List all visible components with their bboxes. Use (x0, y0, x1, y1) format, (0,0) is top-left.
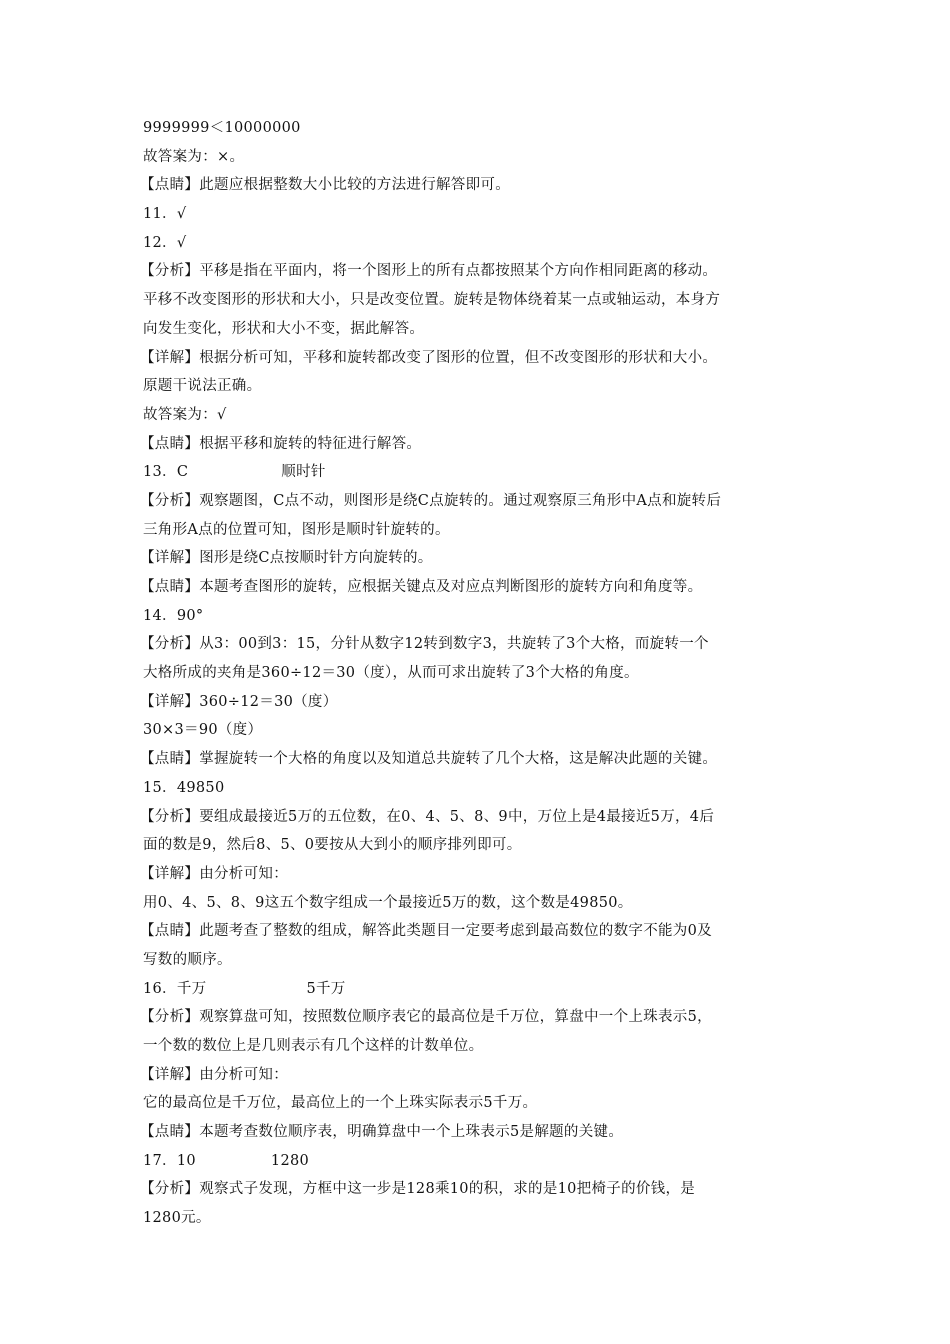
text-line (143, 889, 813, 918)
question-number: 15． (143, 779, 177, 796)
section-tag: 【分析】 (140, 1009, 200, 1026)
section-tag: 【点睛】 (140, 579, 200, 595)
analysis-line (140, 1175, 813, 1204)
text-line (143, 831, 813, 860)
answer-value: 90° (176, 607, 204, 624)
line-text: 从3：00到3：15，分针从数字12转到数字3，共旋转了3个大格，而旋转一个 (199, 636, 709, 653)
tip-line (140, 573, 813, 602)
tip-line (140, 171, 813, 200)
detail-line (140, 860, 813, 889)
section-tag: 【点睛】 (140, 1124, 200, 1141)
line-text: 要组成最接近5万的五位数，在0、4、5、8、9中，万位上是4最接近5万，4后 (199, 808, 715, 825)
section-tag: 【分析】 (140, 263, 200, 280)
question-number: 13． (143, 464, 177, 481)
line-text: 它的最高位是千万位，最高位上的一个上珠实际表示5千万。 (143, 1095, 538, 1112)
line-text: 由分析可知： (199, 1066, 289, 1083)
section-tag: 【分析】 (140, 492, 200, 509)
section-tag: 【点睛】 (140, 923, 200, 940)
analysis-line (140, 1003, 813, 1032)
detail-line (140, 1061, 813, 1090)
section-tag: 【详解】 (140, 1066, 200, 1083)
detail-line (140, 544, 813, 573)
line-text: 360÷12＝30（度） (199, 693, 338, 710)
answer-value: C (176, 464, 189, 481)
line-text: 用0、4、5、8、9这五个数字组成一个最接近5万的数，这个数是49850。 (143, 894, 633, 911)
question-number: 11． (143, 206, 177, 223)
section-tag: 【点睛】 (140, 177, 200, 194)
question-14-answer (143, 602, 813, 631)
text-line (143, 1032, 813, 1061)
line-text: 图形是绕C点按顺时针方向旋转的。 (199, 550, 433, 567)
answer-value: 49850 (176, 779, 225, 796)
line-text: 写数的顺序。 (143, 951, 232, 968)
analysis-line (140, 630, 813, 659)
line-text: 大格所成的夹角是360÷12＝30（度），从而可求出旋转了3个大格的角度。 (143, 665, 639, 682)
line-text: 本题考查图形的旋转，应根据关键点及对应点判断图形的旋转方向和角度等。 (199, 579, 703, 595)
detail-line (140, 344, 813, 373)
tip-line (140, 430, 813, 459)
tip-line (140, 1118, 813, 1147)
line-text: 根据分析可知，平移和旋转都改变了图形的位置，但不改变图形的形状和大小。 (199, 349, 718, 366)
question-11-answer (143, 200, 813, 229)
question-15-answer (143, 774, 813, 803)
question-16-answer (143, 975, 813, 1004)
text-line (143, 659, 813, 688)
comparison-line (143, 114, 813, 143)
line-text: 面的数是9，然后8、5、0要按从大到小的顺序排列即可。 (143, 837, 522, 854)
text-line (143, 1204, 813, 1233)
tip-line (140, 917, 813, 946)
line-text: 向发生变化，形状和大小不变，据此解答。 (143, 320, 425, 337)
text-line (143, 946, 813, 975)
line-text: 原题干说法正确。 (143, 378, 262, 395)
analysis-line (140, 803, 813, 832)
line-text: 由分析可知： (199, 865, 289, 882)
answer-line (143, 143, 813, 172)
text-line (143, 716, 813, 745)
line-text: 平移不改变图形的形状和大小，只是改变位置。旋转是物体绕着某一点或轴运动，本身方 (143, 292, 721, 309)
line-text: 1280元。 (143, 1210, 211, 1227)
answer-value: √ (176, 234, 187, 251)
question-13-answer (143, 458, 813, 487)
text-line (143, 372, 813, 401)
section-tag: 【点睛】 (140, 435, 200, 452)
section-tag: 【分析】 (140, 1181, 200, 1198)
line-text: 掌握旋转一个大格的角度以及知道总共旋转了几个大格，这是解决此题的关键。 (199, 751, 718, 768)
line-text: 根据平移和旋转的特征进行解答。 (199, 435, 422, 452)
analysis-line (140, 487, 813, 516)
line-text: 三角形A点的位置可知，图形是顺时针旋转的。 (143, 521, 450, 538)
text-line (143, 315, 813, 344)
line-text: 故答案为：√ (143, 406, 227, 423)
question-number: 14． (143, 607, 177, 624)
question-number: 16． (143, 980, 177, 997)
tip-line (140, 745, 813, 774)
answer-value: √ (176, 206, 187, 223)
answer-value: 千万 (176, 980, 207, 997)
text-line (143, 1089, 813, 1118)
line-text: 30×3＝90（度） (143, 722, 263, 739)
section-tag: 【分析】 (140, 636, 200, 653)
section-tag: 【点睛】 (140, 751, 200, 768)
line-text: 平移是指在平面内，将一个图形上的所有点都按照某个方向作相同距离的移动。 (199, 263, 718, 280)
question-17-answer (143, 1147, 813, 1176)
question-12-answer (143, 229, 813, 258)
section-tag: 【分析】 (140, 808, 200, 825)
answer-value: 10 (176, 1152, 196, 1169)
question-number: 17． (143, 1152, 177, 1169)
answer-value: 顺时针 (281, 464, 326, 481)
answer-value: 5千万 (306, 980, 346, 997)
line-text: 此题考查了整数的组成，解答此类题目一定要考虑到最高数位的数字不能为0及 (199, 923, 712, 940)
question-number: 12． (143, 234, 177, 251)
text-line (143, 286, 813, 315)
line-text: 故答案为：×。 (143, 148, 245, 165)
line-text: 观察式子发现，方框中这一步是128乘10的积，求的是10把椅子的价钱，是 (199, 1181, 696, 1198)
section-tag: 【详解】 (140, 693, 200, 710)
answer-line (143, 401, 813, 430)
text-line (143, 516, 813, 545)
line-text: 观察题图，C点不动，则图形是绕C点旋转的。通过观察原三角形中A点和旋转后 (199, 492, 722, 509)
document-page (140, 114, 813, 1233)
answer-value: 1280 (270, 1152, 310, 1169)
section-tag: 【详解】 (140, 349, 200, 366)
detail-line (140, 688, 813, 717)
line-text: 9999999＜10000000 (143, 120, 301, 136)
line-text: 一个数的数位上是几则表示有几个这样的计数单位。 (143, 1038, 484, 1054)
analysis-line (140, 257, 813, 286)
line-text: 本题考查数位顺序表，明确算盘中一个上珠表示5是解题的关键。 (199, 1124, 624, 1141)
line-text: 此题应根据整数大小比较的方法进行解答即可。 (199, 177, 511, 194)
section-tag: 【详解】 (140, 550, 200, 567)
section-tag: 【详解】 (140, 865, 200, 882)
line-text: 观察算盘可知，按照数位顺序表它的最高位是千万位，算盘中一个上珠表示5， (199, 1009, 712, 1026)
